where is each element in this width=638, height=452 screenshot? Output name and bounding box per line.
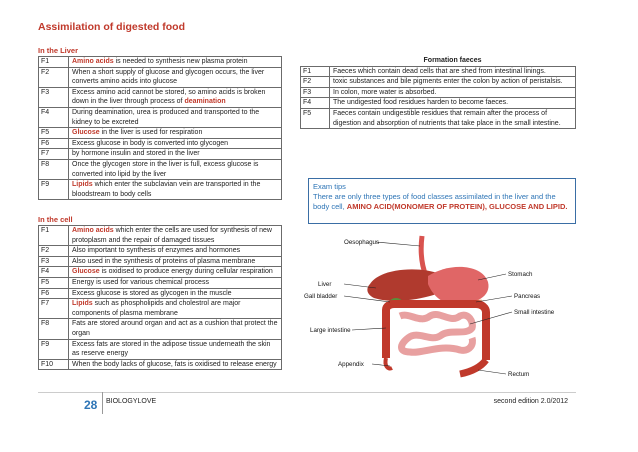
row-text: in the liver is used for respiration xyxy=(99,129,203,137)
row-text: Once the glycogen store in the liver is full, excess glucose is converted into lipid by the liver xyxy=(72,160,259,178)
table-row xyxy=(39,107,282,127)
row-text: is needed to synthesis new plasma protein xyxy=(113,58,248,65)
row-code: F8 xyxy=(39,319,69,339)
row-text-cell xyxy=(69,107,282,127)
faeces-heading: Formation faeces xyxy=(423,57,482,64)
row-code: F5 xyxy=(301,108,330,128)
row-text-cell xyxy=(69,149,282,160)
row-text: by hormone insulin and stored in the liver xyxy=(72,150,200,158)
row-text-cell xyxy=(330,98,576,109)
row-text-cell xyxy=(69,138,282,149)
row-text: When a short supply of glucose and glycogen occurs, the liver converts amino acids into glucose xyxy=(72,68,265,86)
label-appendix: Appendix xyxy=(338,361,364,368)
row-code: F4 xyxy=(39,107,69,127)
row-code: F9 xyxy=(39,180,69,200)
table-row xyxy=(39,226,282,246)
table-row xyxy=(39,267,282,278)
row-text-cell xyxy=(69,128,282,139)
page-number: 28 xyxy=(84,398,98,412)
row-code: F3 xyxy=(39,256,69,267)
row-text: During deamination, urea is produced and transported to the kidney to be excreted xyxy=(72,108,260,126)
appendix-shape xyxy=(385,358,392,369)
exam-tips-text: There are only three types of food classes assimilated in the liver and the body cell, xyxy=(313,192,556,212)
table-row xyxy=(39,359,282,370)
row-keyword: Amino acids xyxy=(72,58,114,65)
row-text: Faeces which contain dead cells that are shed from intestinal linings. xyxy=(333,67,546,75)
row-text: is oxidised to produce energy during cellular respiration xyxy=(99,268,273,276)
table-row xyxy=(301,87,576,98)
table-row xyxy=(39,256,282,267)
faeces-table xyxy=(300,56,576,129)
cell-table xyxy=(38,225,282,370)
footer-rule xyxy=(38,392,576,393)
rectum-shape xyxy=(460,360,486,374)
exam-tips-highlight: AMINO ACID(MONOMER OF PROTEIN), GLUCOSE AND LIPID. xyxy=(346,202,568,212)
row-code: F1 xyxy=(39,226,69,246)
row-text-cell xyxy=(330,108,576,128)
label-pancreas: Pancreas xyxy=(514,293,541,300)
row-text: In colon, more water is absorbed. xyxy=(333,88,437,96)
row-text-cell xyxy=(69,288,282,299)
row-keyword: Glucose xyxy=(72,129,100,137)
row-text-cell xyxy=(69,57,282,68)
row-code: F9 xyxy=(39,339,69,359)
row-text: Energy is used for various chemical process xyxy=(72,278,209,286)
row-text: Also important to synthesis of enzymes and hormones xyxy=(72,247,241,255)
footer-edition: second edition 2.0/2012 xyxy=(493,398,568,405)
table-row xyxy=(39,288,282,299)
digestive-system-figure xyxy=(300,232,600,382)
label-liver: Liver xyxy=(318,281,332,288)
row-text-cell xyxy=(69,359,282,370)
row-text: such as phospholipids and cholestrol are major components of plasma membrane xyxy=(72,300,241,317)
row-text: which enter the subclavian vein are transported in the bloodstream to body cells xyxy=(72,181,261,198)
small-intestine-shape xyxy=(400,314,473,352)
row-code: F4 xyxy=(301,98,330,109)
row-code: F7 xyxy=(39,149,69,160)
exam-tips-label: Exam tips xyxy=(313,182,346,191)
row-text-cell xyxy=(69,226,282,246)
footer-divider xyxy=(102,392,103,414)
table-row xyxy=(301,77,576,88)
row-text-cell xyxy=(69,159,282,179)
row-code: F6 xyxy=(39,138,69,149)
row-text-cell xyxy=(69,319,282,339)
row-text: Excess glucose in body is converted into glycogen xyxy=(72,139,229,147)
row-text: toxic substances and bile pigments enter the colon by action of peristalsis. xyxy=(333,78,563,86)
table-row xyxy=(39,180,282,200)
table-row xyxy=(39,57,282,68)
label-stomach: Stomach xyxy=(508,271,533,278)
row-keyword: Lipids xyxy=(72,181,93,189)
exam-tips-box xyxy=(308,178,576,224)
cell-heading: In the cell xyxy=(38,215,73,224)
row-text: Faeces contain undigestible residues that remain after the process of digestion and absorption of nutrients that take place in the small intestine. xyxy=(333,109,561,127)
row-text: Excess fats are stored in the adipose tissue underneath the skin as reserve energy xyxy=(72,340,271,358)
row-code: F1 xyxy=(39,57,69,68)
row-code: F3 xyxy=(39,87,69,107)
row-keyword: Lipids xyxy=(72,300,93,308)
label-gall-bladder: Gall bladder xyxy=(304,293,338,300)
digestive-system-illustration xyxy=(300,232,600,382)
row-code: F10 xyxy=(39,359,69,370)
row-text: Fats are stored around organ and act as a cushion that protect the organ xyxy=(72,320,278,337)
row-keyword: deamination xyxy=(184,98,226,106)
label-large-intestine: Large intestine xyxy=(310,327,351,334)
row-text-cell xyxy=(69,267,282,278)
row-text-cell xyxy=(69,277,282,288)
row-text: which enter the cells are used for synthesis of new protoplasm and the repair of damaged tissues xyxy=(72,227,272,244)
table-row xyxy=(39,67,282,87)
table-row xyxy=(301,98,576,109)
table-row xyxy=(301,66,576,77)
row-code: F2 xyxy=(39,246,69,257)
row-text-cell xyxy=(69,180,282,200)
row-code: F7 xyxy=(39,299,69,319)
table-row xyxy=(39,246,282,257)
row-text-cell xyxy=(330,66,576,77)
row-code: F1 xyxy=(301,66,330,77)
page-title: Assimilation of digested food xyxy=(38,21,186,33)
table-row xyxy=(39,277,282,288)
table-row xyxy=(39,319,282,339)
liver-table xyxy=(38,56,282,200)
row-keyword: Glucose xyxy=(72,268,100,276)
row-code: F3 xyxy=(301,87,330,98)
row-text: When the body lacks of glucose, fats is oxidised to release energy xyxy=(72,360,277,368)
table-row xyxy=(301,108,576,128)
table-row xyxy=(39,87,282,107)
row-text: Excess amino acid cannot be stored, so amino acids is broken down in the liver through process of xyxy=(72,88,266,106)
stomach-shape xyxy=(428,267,489,304)
table-row xyxy=(39,339,282,359)
row-text-cell xyxy=(330,87,576,98)
table-row xyxy=(39,138,282,149)
label-rectum: Rectum xyxy=(508,371,530,378)
row-text-cell xyxy=(69,339,282,359)
row-text: The undigested food residues harden to become faeces. xyxy=(333,99,509,107)
row-text-cell xyxy=(69,87,282,107)
liver-heading: In the Liver xyxy=(38,46,79,55)
footer-brand: BIOLOGYLOVE xyxy=(106,398,157,405)
label-small-intestine: Small intestine xyxy=(514,309,555,316)
table-row xyxy=(39,149,282,160)
row-text-cell xyxy=(69,256,282,267)
table-row xyxy=(39,299,282,319)
row-text-cell xyxy=(69,246,282,257)
row-text: Also used in the synthesis of proteins of plasma membrane xyxy=(72,257,256,265)
table-row xyxy=(39,159,282,179)
page-footer xyxy=(38,392,576,414)
row-text-cell xyxy=(330,77,576,88)
row-code: F6 xyxy=(39,288,69,299)
row-code: F2 xyxy=(39,67,69,87)
row-code: F4 xyxy=(39,267,69,278)
row-text: Excess glucose is stored as glycogen in the muscle xyxy=(72,289,232,297)
row-keyword: Amino acids xyxy=(72,227,114,234)
row-code: F5 xyxy=(39,128,69,139)
label-oesophagus: Oesophagus xyxy=(344,239,380,246)
row-text-cell xyxy=(69,67,282,87)
row-code: F5 xyxy=(39,277,69,288)
table-row xyxy=(39,128,282,139)
row-code: F8 xyxy=(39,159,69,179)
row-code: F2 xyxy=(301,77,330,88)
row-text-cell xyxy=(69,299,282,319)
